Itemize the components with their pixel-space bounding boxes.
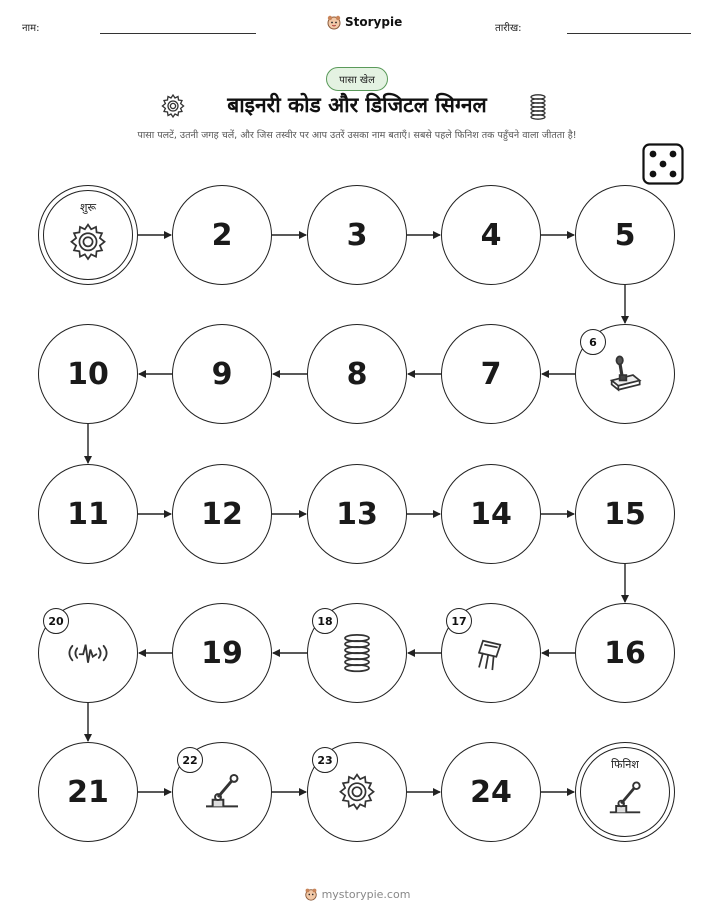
space-number-badge: 20 (43, 608, 69, 634)
board-space (575, 603, 675, 703)
gear-icon (337, 772, 377, 816)
board-space (307, 464, 407, 564)
gear-icon (68, 222, 108, 266)
finish-label: फिनिश (611, 758, 639, 771)
space-number: 11 (67, 496, 109, 532)
board-space (38, 742, 138, 842)
start-label: शुरू (79, 201, 97, 214)
storypie-mascot-icon (304, 887, 318, 901)
signal-wave-icon (64, 629, 112, 681)
space-number: 15 (604, 496, 646, 532)
space-number-badge: 23 (312, 747, 338, 773)
board-space (307, 742, 407, 842)
brand-name: Storypie (345, 15, 403, 29)
spring-icon (337, 633, 377, 677)
board-space (172, 464, 272, 564)
space-number: 2 (211, 217, 233, 253)
board-space (38, 464, 138, 564)
space-number: 5 (614, 217, 636, 253)
space-number: 24 (470, 774, 512, 810)
board-space (441, 185, 541, 285)
date-label: तारीख: (495, 23, 522, 34)
space-number: 13 (336, 496, 378, 532)
space-number: 21 (67, 774, 109, 810)
board-space (575, 742, 675, 842)
board-space (441, 603, 541, 703)
board-space (38, 324, 138, 424)
space-number: 10 (67, 356, 109, 392)
toggle-switch-icon (605, 354, 645, 398)
lever-icon (606, 779, 644, 821)
space-number: 4 (480, 217, 502, 253)
footer-url: mystorypie.com (321, 887, 411, 901)
board-space (172, 324, 272, 424)
space-number: 3 (346, 217, 368, 253)
space-number: 7 (480, 356, 502, 392)
space-number-badge: 18 (312, 608, 338, 634)
footer (0, 887, 714, 901)
board-space (38, 185, 138, 285)
game-type-badge: पासा खेल (326, 67, 388, 91)
board-space (307, 185, 407, 285)
board-space (575, 185, 675, 285)
transistor-icon (471, 633, 511, 677)
space-number: 16 (604, 635, 646, 671)
board-space (307, 603, 407, 703)
board-space (172, 603, 272, 703)
board-space (172, 742, 272, 842)
board-space (575, 324, 675, 424)
board-space (172, 185, 272, 285)
instructions: पासा पलटें, उतनी जगह चलें, और जिस तस्वीर पर आप उतरें उसका नाम बताएँ। सबसे पहले फिनिश तक पहुँचने वाला जीतता है! (137, 130, 577, 141)
space-number: 8 (346, 356, 368, 392)
space-number-badge: 22 (177, 747, 203, 773)
board-space (575, 464, 675, 564)
board-space (307, 324, 407, 424)
page-title: बाइनरी कोड और डिजिटल सिग्नल (227, 93, 487, 117)
space-number: 12 (201, 496, 243, 532)
space-number: 14 (470, 496, 512, 532)
board-space (441, 464, 541, 564)
space-number: 9 (211, 356, 233, 392)
board-space (38, 603, 138, 703)
space-number-badge: 6 (580, 329, 606, 355)
space-number: 19 (201, 635, 243, 671)
board-space (441, 742, 541, 842)
space-number-badge: 17 (446, 608, 472, 634)
board-space (441, 324, 541, 424)
lever-icon (202, 772, 242, 816)
name-label: नाम: (22, 23, 40, 34)
